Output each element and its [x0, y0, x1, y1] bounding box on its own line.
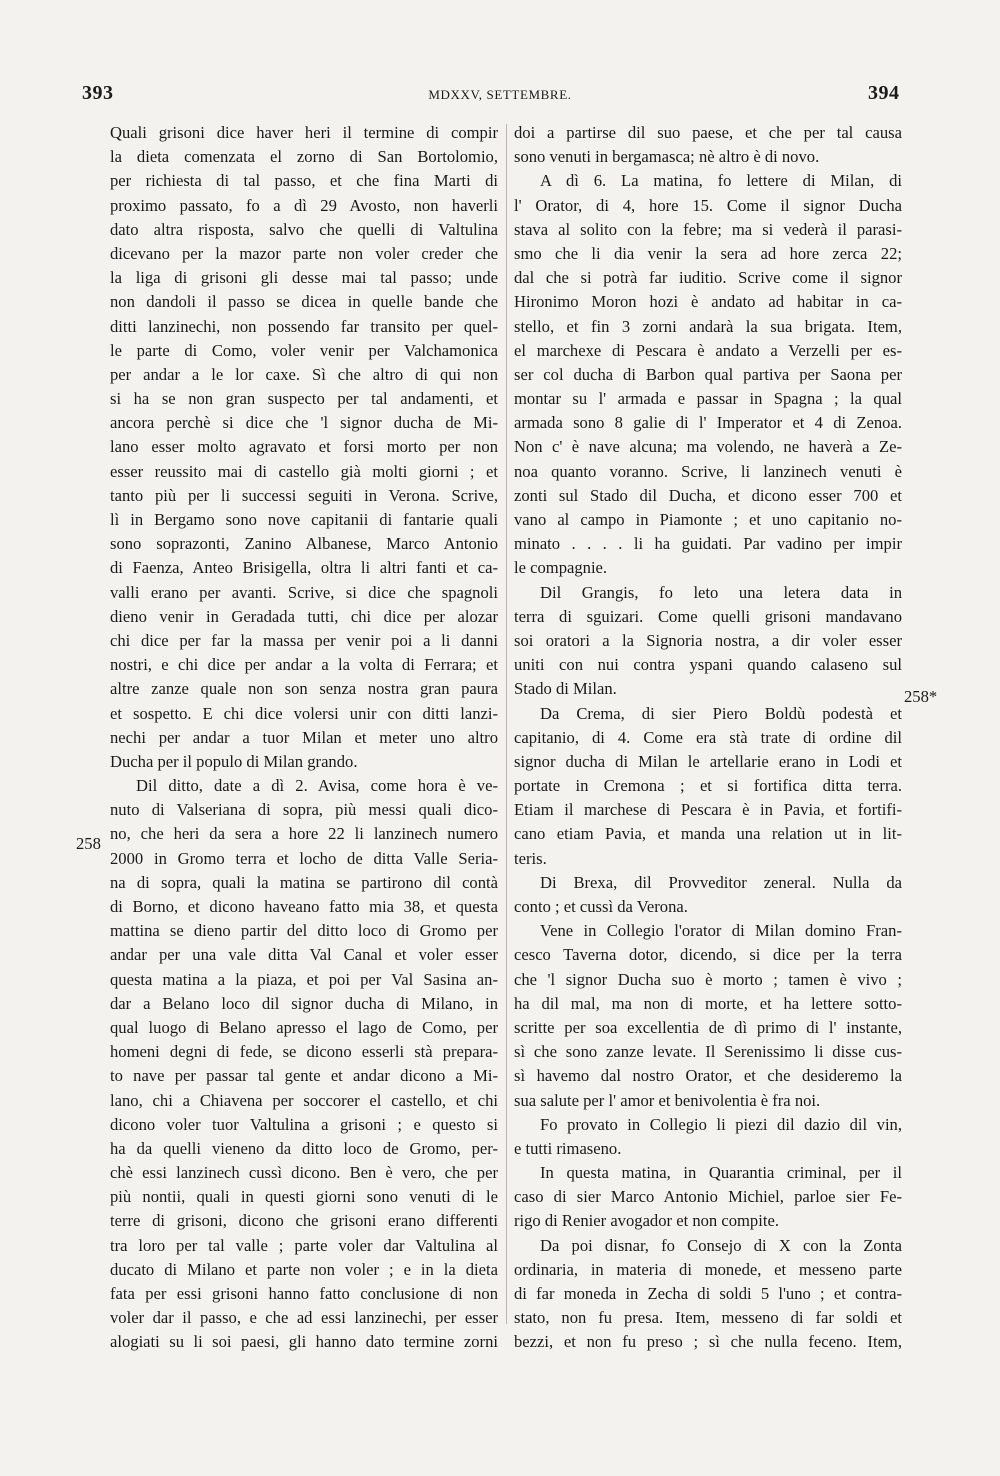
text-line: soi oratori a la Signoria nostra, a dir voler esser: [514, 630, 902, 650]
text-line: di Borno, et dicono haveano fatto mia 38, et questa: [110, 897, 498, 916]
text-line: per andar a le lor caxe. Sì che altro di qui non: [110, 364, 498, 384]
text-line: sono soprazonti, Zanino Albanese, Marco Antonio: [110, 534, 498, 554]
text-line: fata per essi grisoni hanno fatto conclusione di non: [110, 1284, 498, 1303]
text-line: Da poi disnar, fo Consejo di X con la Zonta: [540, 1235, 902, 1255]
text-line: noa quanto voranno. Scrive, li lanzinech venuti è: [514, 461, 902, 481]
text-line: dar a Belano loco dil signor ducha di Milano, in: [110, 993, 498, 1013]
text-line: bezzi, et non fu preso ; sì che nulla feceno. Item,: [514, 1332, 902, 1352]
text-line: lì in Bergamo sono nove capitanii di fantarie quali: [110, 510, 498, 529]
text-line: sì che sono zanze levate. Il Serenissimo li disse cus-: [514, 1042, 902, 1062]
left-page-number: 393: [82, 82, 114, 104]
text-line: dato altra risposta, salvo che quelli di Valtulina: [110, 219, 498, 239]
text-line: sua salute per l' amor et benivolentia è fra noi.: [514, 1090, 821, 1110]
text-line: 2000 in Gromo terra et locho de ditta Valle Seria-: [110, 848, 498, 868]
text-line: lano esser molto agravato et forsi morto per non: [110, 437, 498, 457]
text-line: tanto più per li successi seguiti in Verona. Scrive,: [110, 485, 498, 505]
text-line: voler dar il passo, e che ad essi lanzinechi, per esser: [110, 1308, 498, 1328]
text-line: Di Brexa, dil Provveditor zeneral. Nulla da: [540, 872, 902, 892]
text-line: chè essi lanzinech cussì dicono. Ben è vero, che per: [110, 1163, 498, 1183]
text-line: e tutti rimaseno.: [514, 1138, 622, 1158]
text-line: cano etiam Pavia, et manda una relation ut in lit-: [514, 824, 902, 844]
text-line: caso di sier Marco Antonio Michiel, parloe sier Fe-: [514, 1187, 902, 1207]
text-line: ditti lanzinechi, non possendo far transito per quel-: [110, 316, 498, 336]
page-header: [0, 82, 1000, 108]
text-line: terre di grisoni, dicono che grisoni erano differenti: [110, 1211, 498, 1231]
text-line: signor ducha di Milan le artellarie erano in Lodi et: [514, 751, 902, 771]
text-line: to nave per passar tal gente et andar dicono a Mi-: [110, 1066, 498, 1086]
text-line: Ducha per il populo di Milan grando.: [110, 751, 358, 771]
text-line: Vene in Collegio l'orator di Milan domino Fran-: [540, 921, 902, 941]
text-line: nostri, e chi dice per andar a la volta di Ferrara; et: [110, 655, 498, 675]
text-line: le parte di Como, voler venir per Valchamonica: [110, 340, 498, 360]
text-line: ducato di Milano et parte non voler ; e in la dieta: [110, 1259, 498, 1279]
text-line: Fo provato in Collegio li piezi dil dazio dil vin,: [540, 1114, 902, 1134]
text-line: qual luogo di Belano apresso el lago de Como, per: [110, 1017, 498, 1037]
text-line: Stado di Milan.: [514, 679, 617, 699]
text-line: teris.: [514, 848, 547, 868]
text-line: alogiati su li soi paesi, gli hanno dato termine zorni: [110, 1332, 498, 1352]
text-line: capitanio, di 4. Come era stà trate di ordine dil: [514, 727, 902, 747]
text-line: andar per una vale ditta Val Canal et voler esser: [110, 945, 498, 965]
text-line: Quali grisoni dice haver heri il termine di compir: [110, 123, 498, 142]
text-line: dicono voler tuor Valtulina a grisoni ; e questo si: [110, 1114, 498, 1134]
text-line: più nontii, quali in questi giorni sono venuti di le: [110, 1187, 498, 1207]
text-line: ordinaria, in materia di monede, et messeno parte: [514, 1259, 902, 1279]
text-line: zonti sul Stado dil Ducha, et dicono esser 700 et: [514, 485, 902, 505]
text-line: ser col ducha di Barbon qual partiva per Saona per: [514, 364, 902, 384]
text-line: uniti con nui contra yspani quando calaseno sul: [514, 655, 902, 675]
text-line: esser reussito mai di castello già molti giorni ; et: [110, 461, 498, 481]
text-line: sono venuti in bergamasca; nè altro è di novo.: [514, 147, 820, 167]
right-column: [514, 121, 902, 1355]
text-line: na di sopra, quali la matina se partirono dil contà: [110, 872, 498, 892]
text-line: stello, et fin 3 zorni andarà la sua brigata. Item,: [514, 316, 902, 336]
text-line: si ha se non gran suspecto per tal andamenti, et: [110, 389, 498, 409]
text-line: mattina se dieno partir del ditto loco di Gromo per: [110, 921, 498, 941]
text-line: stava al solito con la febre; ma si vederà il parasi-: [514, 219, 902, 239]
text-line: Non c' è nave alcuna; ma volendo, ne haverà a Ze-: [514, 437, 902, 457]
text-line: cesco Taverna dotor, dicendo, si dice per la terra: [514, 945, 902, 965]
text-line: nechi per andar a tuor Milan et meter uno altro: [110, 727, 498, 747]
text-line: ancora perchè si dice che 'l signor ducha de Mi-: [110, 413, 498, 433]
text-line: nuto di Valseriana di sopra, più messi quali dico-: [110, 800, 498, 820]
text-line: che 'l signor Ducha suo è morto ; tamen è vivo ;: [514, 969, 902, 989]
text-line: A dì 6. La matina, fo lettere di Milan, di: [540, 171, 902, 191]
text-line: scritte per soa excellentia de dì primo di l' instante,: [514, 1017, 902, 1037]
text-line: non dandoli il passo se dicea in quelle bande che: [110, 292, 498, 312]
text-line: le compagnie.: [514, 558, 608, 578]
text-line: stato, non fu presa. Item, messeno di far soldi et: [514, 1308, 902, 1328]
left-column: [110, 121, 498, 1355]
text-line: di Faenza, Anteo Brisigella, oltra li altri fanti et ca-: [110, 558, 498, 578]
text-line: proximo passato, fo a dì 29 Avosto, non haverli: [110, 195, 498, 215]
text-line: altre zanze quale non son senza nostra gran paura: [110, 679, 498, 699]
text-line: dicevano per la mazor parte non voler creder che: [110, 243, 498, 263]
text-line: minato . . . . li ha guidati. Par vadino per impir: [514, 534, 902, 554]
text-line: el marchexe di Pescara è andato a Verzelli per es-: [514, 340, 902, 360]
text-line: di far moneda in Zecha di soldi 5 l'uno ; et contra-: [514, 1284, 902, 1303]
text-line: rigo di Renier avogador et non compite.: [514, 1211, 779, 1231]
text-line: l' Orator, di 4, hore 15. Come il signor Ducha: [514, 195, 902, 215]
text-line: Hironimo Moron hozi è andato ad habitar in ca-: [514, 292, 902, 312]
text-line: armada sono 8 galie di l' Imperator et 4 di Zenoa.: [514, 413, 902, 433]
text-line: valli erano per avanti. Scrive, si dice che spagnoli: [110, 582, 498, 602]
text-line: la dieta comenzata el zorno di San Bortolomio,: [110, 147, 498, 167]
column-divider: [506, 124, 507, 1324]
text-line: Da Crema, di sier Piero Boldù podestà et: [540, 703, 902, 723]
text-line: sì havemo dal nostro Orator, et che desideremo la: [514, 1066, 902, 1086]
text-line: conto ; et cussì da Verona.: [514, 897, 688, 916]
text-line: tra loro per tal valle ; parte voler dar Valtulina al: [110, 1235, 498, 1255]
text-line: smo che li dia venir la sera ad hore zerca 22;: [514, 243, 902, 263]
text-line: montar su l' armada e passar in Spagna ; la qual: [514, 389, 902, 409]
text-line: doi a partirse dil suo paese, et che per tal causa: [514, 123, 902, 142]
text-line: per richiesta di tal passo, et che fina Marti di: [110, 171, 498, 191]
text-line: lano, chi a Chiavena per soccorer el castello, et chi: [110, 1090, 498, 1110]
text-line: Dil ditto, date a dì 2. Avisa, come hora è ve-: [136, 776, 498, 796]
text-line: ha dil mal, ma non di morte, et ha lettere sotto-: [514, 993, 902, 1013]
running-title: MDXXV, SETTEMBRE.: [428, 87, 572, 102]
text-line: et sospetto. E chi dice volersi unir con ditti lanzi-: [110, 703, 498, 723]
text-line: questa matina a la piaza, et poi per Val Sasina an-: [110, 969, 498, 989]
text-line: dal che si potrà far iuditio. Scrive come il signor: [514, 268, 902, 288]
text-line: dieno venir in Geradada tutti, chi dice per alozar: [110, 606, 498, 626]
text-line: chi dice per far la massa per venir poi a li danni: [110, 630, 498, 650]
right-page-number: 394: [868, 82, 900, 104]
text-line: Dil Grangis, fo leto una letera data in: [540, 582, 902, 602]
text-line: Etiam il marchese di Pescara è in Pavia, et fortifi-: [514, 800, 902, 820]
text-line: vano al campo in Piamonte ; et uno capitanio no-: [514, 510, 902, 529]
text-line: no, che heri da sera a hore 22 li lanzinech numero: [110, 824, 498, 844]
text-line: la liga di grisoni gli desse mai tal passo; unde: [110, 268, 498, 288]
text-line: homeni degni di fede, se dicono esserli stà prepara-: [110, 1042, 498, 1062]
margin-folio-right: 258*: [904, 687, 938, 706]
text-line: portate in Cremona ; et si fortifica ditta terra.: [514, 776, 902, 796]
text-line: In questa matina, in Quarantia criminal, per il: [540, 1163, 902, 1183]
text-line: terra di sguizari. Come quelli grisoni mandavano: [514, 606, 902, 626]
text-line: ha da quelli vieneno da ditto loco de Gromo, per-: [110, 1138, 498, 1158]
margin-folio-left: 258: [76, 834, 101, 853]
